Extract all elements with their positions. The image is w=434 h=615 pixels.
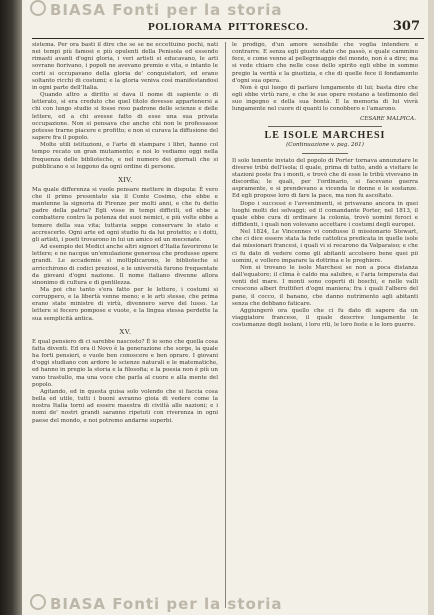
journal-title-word-2: PITTORESCO. xyxy=(228,21,309,33)
right-column xyxy=(232,42,418,608)
journal-title xyxy=(148,21,314,33)
paragraph: Nel 1824, Le Vincennes vi condusse il missionario Stewart, che ci dice essere stata la fede cattolica predicata in quelle isole dai missionari francesi, i quali vi si recarono da Valparaiso; e che ci fu dato di vedere come gli abitanti accolsero bene quei pii uomini, e vollero imparare la dottrina e le preghiere. xyxy=(232,229,418,264)
watermark-bottom xyxy=(30,594,283,613)
watermark-top xyxy=(30,0,283,19)
paragraph: Non è qui luogo di parlare lungamente di lui; basta dire che egli ebbe virtù rare, e che le sue opere restano a testimonio del suo ingegno e della sua bontà. E la memoria di lui vivrà lungamente nel cuore di quanti lo conobbero e l'amarono. xyxy=(232,84,418,113)
article-title: LE ISOLE MARCHESI xyxy=(264,129,386,141)
paragraph: E qual pensiero di ci sarebbe nascosto? È io sono che quella cosa fatta diventi. Ed ora il Novo è la generazione che sorge, la quale ha forti pensieri, e vuole ben conoscere e ben oprare. I giovani d'oggi studiano con ardore le scienze naturali e le matematiche, ed hanno in pregio la storia e la filosofia; e la poesia non è più un vano trastullo, ma una voce che parla al cuore e alla mente del popolo. xyxy=(32,338,218,388)
page-edge xyxy=(428,0,434,615)
paragraph: sistema. Per ora basti il dire che se se ne eccettuino pochi, nati nei tempi più famosi e più opulenti della Penisola ed essendo rimasti avanti d'ogni gloria, i veri artisti si educavano, le arti sovrane fiorivano, i popoli ne avevano premio e vita, e intanto le corti si occupavano della gloria de' conquistatori, ed erano soltanto ricchi di costumi; e la gloria veniva così manifestandosi in ogni parte dell'Italia. xyxy=(32,42,218,91)
scanned-page xyxy=(32,18,424,610)
paragraph: le prodigò, d'un amore sensibile che voglia intendere e contrarre. E senza egli giusto stato che passò, e quale cammino fece, e come venne al pellegrinaggio del mondo, non è a dire; ma si vede chiaro che nelle cose dello spirito egli ebbe in sommo pregio la verità e la giustizia, e che di quelle fece il fondamento d'ogni sua opera. xyxy=(232,42,418,84)
column-rule xyxy=(225,42,226,608)
section-number-xv: XV. xyxy=(119,326,131,336)
text-columns xyxy=(32,42,424,608)
paragraph: Il solo tenente inviato del popolo di Porter tornava annunziare le diverse tribù dell'isola; il quale, prima di tutto, andò a visitare le stazioni poste fra i monti, e trovò che di esse le tribù vivevano in discordia; le quali, per l'ordinario, si facevano guerra aspramente, e si prendevano a vicenda le donne e le sostanze. Ed egli propose loro di fare la pace, ma non fu ascoltato. xyxy=(232,157,418,200)
section-number-xiv: XIV. xyxy=(117,174,133,184)
left-column xyxy=(32,42,218,608)
running-header xyxy=(32,18,424,39)
paragraph: Non si trovano le isole Marchesi se non a poca distanza dall'equatore; il clima è caldo ma salubre, e l'aria temperata dai venti del mare. I monti sono coperti di boschi, e nelle valli crescono alberi fruttiferi d'ogni maniera; fra i quali l'albero del pane, il cocco, il banano, che danno nutrimento agli abitanti senza che debbano faticare. xyxy=(232,264,418,307)
binding-gutter xyxy=(0,0,22,615)
separator-rule xyxy=(268,126,382,127)
separator-rule-short xyxy=(302,153,348,154)
page-number: 307 xyxy=(392,19,420,34)
watermark-bottom-text: BIASA Fonti per la storia xyxy=(50,595,283,613)
paragraph: Ma quale differenza si vuole pensare mettere in disputa: È vero che il primo presentato sia il Conte Cosimo, che ebbe e mantenne la signoria di Firenze per molti anni, e che fu detto padre della patria? Egli visse in tempi difficili, ed ebbe a combattere contro la potenza dei suoi nemici, e più volte ebbe a temere della sua vita; tuttavia seppe conservare lo stato e accrescerlo. Ogni arte ed ogni studio fu da lui protetto; e i dotti, gli artisti, i poeti trovarono in lui un amico ed un mecenate. xyxy=(32,186,218,243)
paragraph: Quando altro a diritto si dava il nome di sapiente o di letterato, si era creduto che quel titolo dovesse appartenersi a chi con lungo studio si fosse reso padrone delle scienze e delle lettere, ed a chi avesse fatto di esse una sua privata occupazione. Non si pensava che anche chi non le professasse potesse trarne piacere e profitto; e non si curava la diffusione del sapere fra il popolo. xyxy=(32,92,218,142)
journal-title-word-1: POLIORAMA xyxy=(148,21,223,33)
paragraph: Ad esempio dei Medici anche altri signori d'Italia favorirono le lettere; e ne nacque un'emulazione generosa che produsse opere grandi. Le accademie si moltiplicarono, le biblioteche si arricchirono di codici preziosi, e le università furono frequentate da giovani d'ogni nazione. Il nome italiano divenne allora sinonimo di cultura e di gentilezza. xyxy=(32,244,218,286)
paragraph: Ma poi che tanto s'era fatto per le lettere, i costumi si corruppero, e la libertà venne meno; e le arti stesse, che prima erano state ministre di virtù, divennero serve del lusso. Le lettere si fecero pompose e vuote, e la lingua stessa perdette la sua semplicità antica. xyxy=(32,287,218,322)
paragraph: Molte utili istituzioni, e l'arte di stampare i libri, hanno col tempo recato un gran mutamento; e noi lo vediamo oggi nella frequenza delle biblioteche, e nel numero dei giornali che si pubblicano e si leggono da ogni ordine di persone. xyxy=(32,142,218,170)
article-subtitle: (Continuazione v. pag. 261) xyxy=(286,141,364,148)
copyright-icon xyxy=(30,594,46,610)
paragraph: Agitando, ed in questa guisa solo volendo che si faccia cosa bella ed utile, tutti i buoni avranno gioia di vedere come la nostra Italia torni ad essere maestra di civiltà alle nazioni; e i nomi de' nostri grandi saranno ripetuti con riverenza in ogni paese del mondo, e noi potremo andarne superbi. xyxy=(32,388,218,424)
watermark-top-text: BIASA Fonti per la storia xyxy=(50,1,283,19)
paragraph: Dopo i successi e l'avvenimenti, si privavano ancora in quei luoghi molti dei selvaggi; ed il comandante Porter, nel 1813, il quale ebbe cura di ordinare la colonia, trovò uomini feroci e diffidenti, i quali non volevano accettare i costumi degli europei. xyxy=(232,200,418,228)
paragraph: Aggiungerò ora quello che ci fu dato di sapere da un viaggiatore francese, il quale descrive lungamente le costumanze degli isolani, i loro riti, le loro feste e le loro guerre. xyxy=(232,307,418,329)
copyright-icon xyxy=(30,0,46,16)
author-signature: CESARE MALPICA. xyxy=(360,115,416,122)
